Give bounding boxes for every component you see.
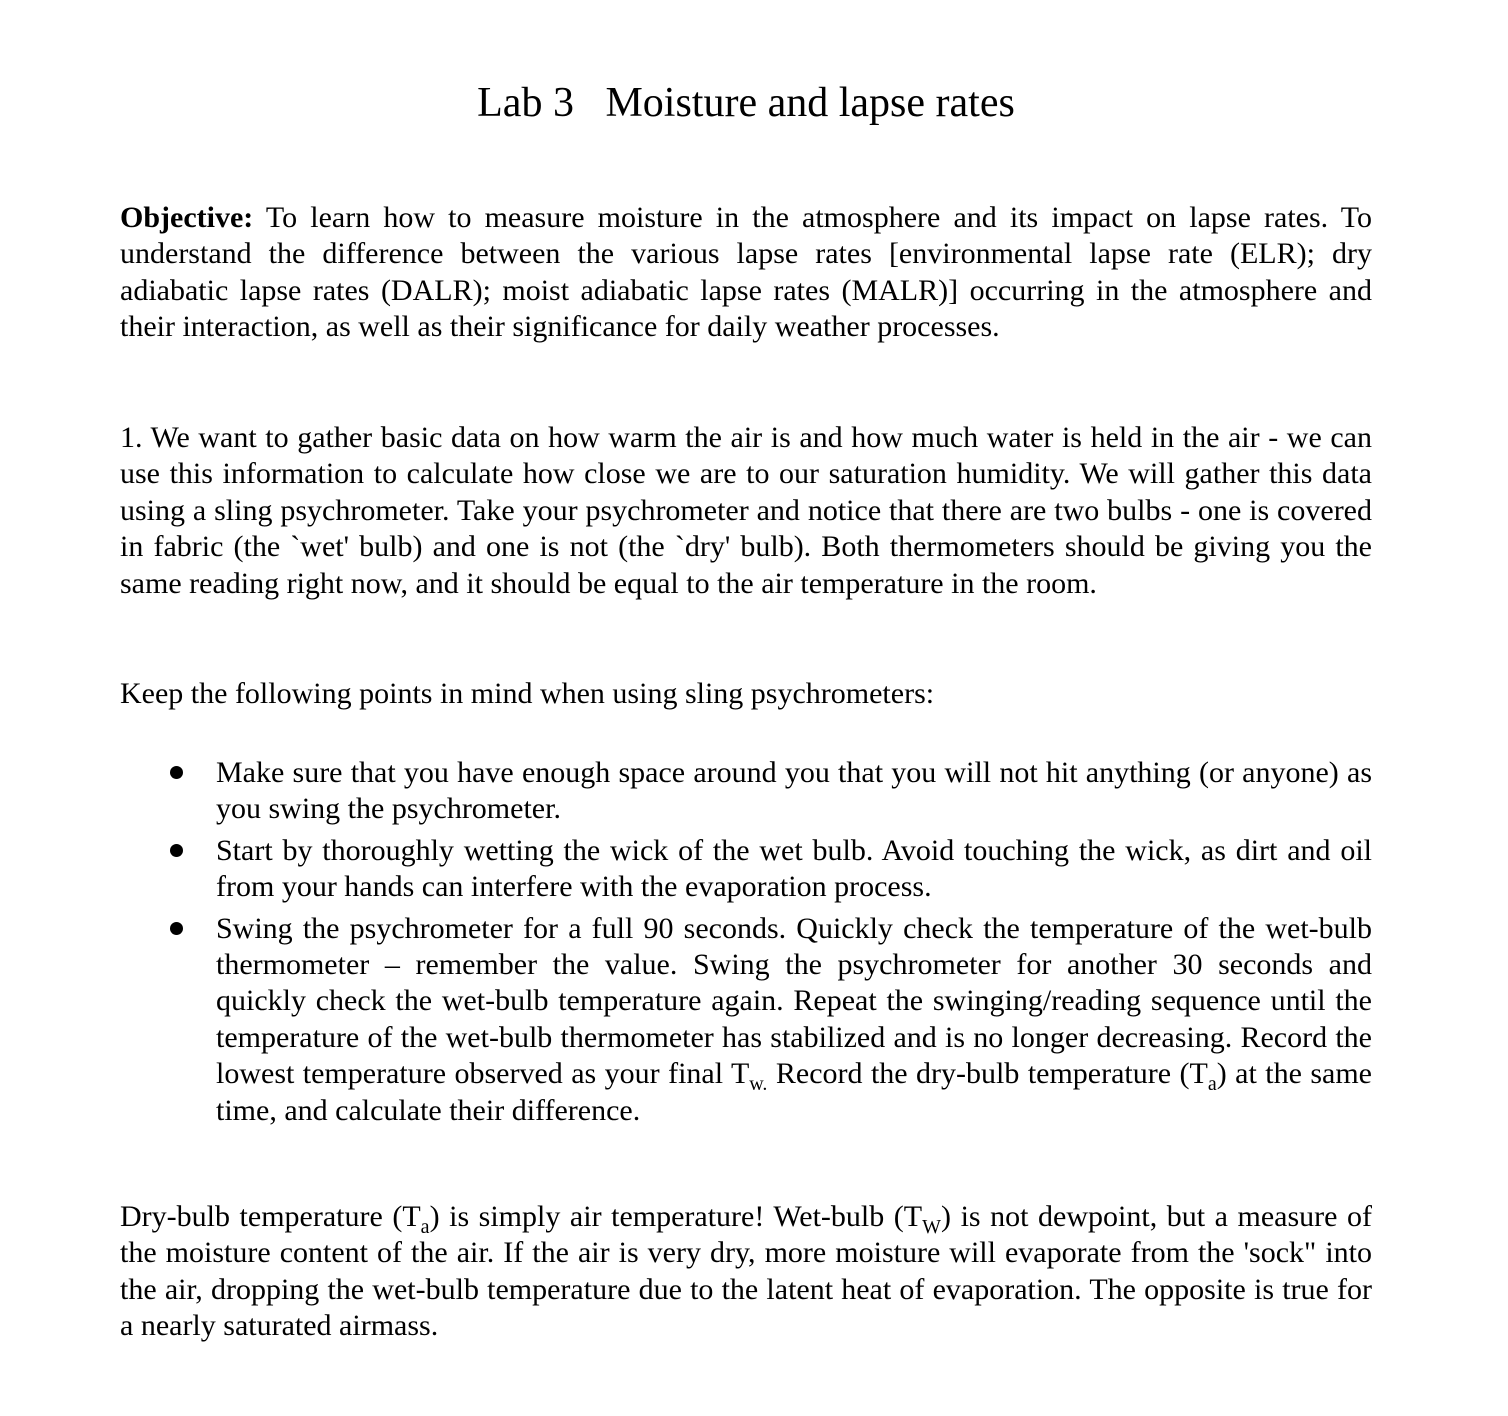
objective-paragraph	[120, 200, 1372, 346]
paragraph-text-part: ) is not dewpoint, but a measure of the moisture content of the air. If the air is very dry, more moisture will evaporate from the 'sock" into the air, dropping the wet-bulb temperature due to the latent heat of evaporation. The opposite is true for a nearly saturated airmass.	[120, 1200, 1373, 1343]
subscript-a: a	[420, 1216, 430, 1238]
page-title: Lab 3 Moisture and lapse rates	[477, 80, 1015, 126]
bullet-icon	[170, 766, 183, 779]
list-item-text-part: Record the dry-bulb temperature (T	[767, 1057, 1208, 1091]
list-item	[120, 911, 1372, 1129]
subscript-w: w.	[749, 1073, 768, 1096]
objective-label: Objective:	[120, 201, 254, 234]
list-item	[120, 755, 1372, 828]
bullet-icon	[170, 922, 183, 935]
paragraph-text-part: Dry-bulb temperature (T	[120, 1200, 421, 1233]
keep-points-intro: Keep the following points in mind when using sling psychrometers:	[120, 677, 935, 710]
subscript-w: W	[922, 1216, 942, 1238]
list-item	[120, 833, 1372, 906]
dry-bulb-paragraph	[120, 1199, 1372, 1345]
list-item-text	[216, 912, 1372, 1127]
list-item-text: Start by thoroughly wetting the wick of the wet bulb. Avoid touching the wick, as dirt and oil from your hands can interfere with the evaporation process.	[216, 833, 1372, 904]
question-1-paragraph: 1. We want to gather basic data on how warm the air is and how much water is held in the air - we can use this information to calculate how close we are to our saturation humidity. We will gather this data using a sling psychrometer. Take your psychrometer and notice that there are two bulbs - one is covered in fabric (the `wet' bulb) and one is not (the `dry' bulb). Both thermometers should be giving you the same reading right now, and it should be equal to the air temperature in the room.	[120, 421, 1372, 600]
bullet-icon	[170, 844, 183, 857]
subscript-a: a	[1207, 1073, 1217, 1096]
paragraph-text-part: ) is simply air temperature! Wet-bulb (T	[429, 1200, 923, 1233]
objective-text: To learn how to measure moisture in the atmosphere and its impact on lapse rates. To understand the difference between the various lapse rates [environmental lapse rate (ELR); dry adiabatic lapse rates (DALR); moist adiabatic lapse rates (MALR)] occurring in the atmosphere and their interaction, as well as their significance for daily weather processes.	[120, 201, 1372, 344]
list-item-text-part: Swing the psychrometer for a full 90 seconds. Quickly check the temperature of the wet-bulb thermometer – remember the value. Swing the psychrometer for another 30 seconds and quickly check the wet-bulb temperature again. Repeat the swinging/reading sequence until the temperature of the wet-bulb thermometer has stabilized and is no longer decreasing. Record the lowest temperature observed as your final T	[216, 911, 1372, 1091]
list-item-text: Make sure that you have enough space around you that you will not hit anything (or anyone) as you swing the psychrometer.	[216, 756, 1372, 826]
list-item-text-part: ) at the same time, and calculate their difference.	[216, 1057, 1372, 1127]
psychrometer-tips-list	[120, 755, 1372, 1134]
